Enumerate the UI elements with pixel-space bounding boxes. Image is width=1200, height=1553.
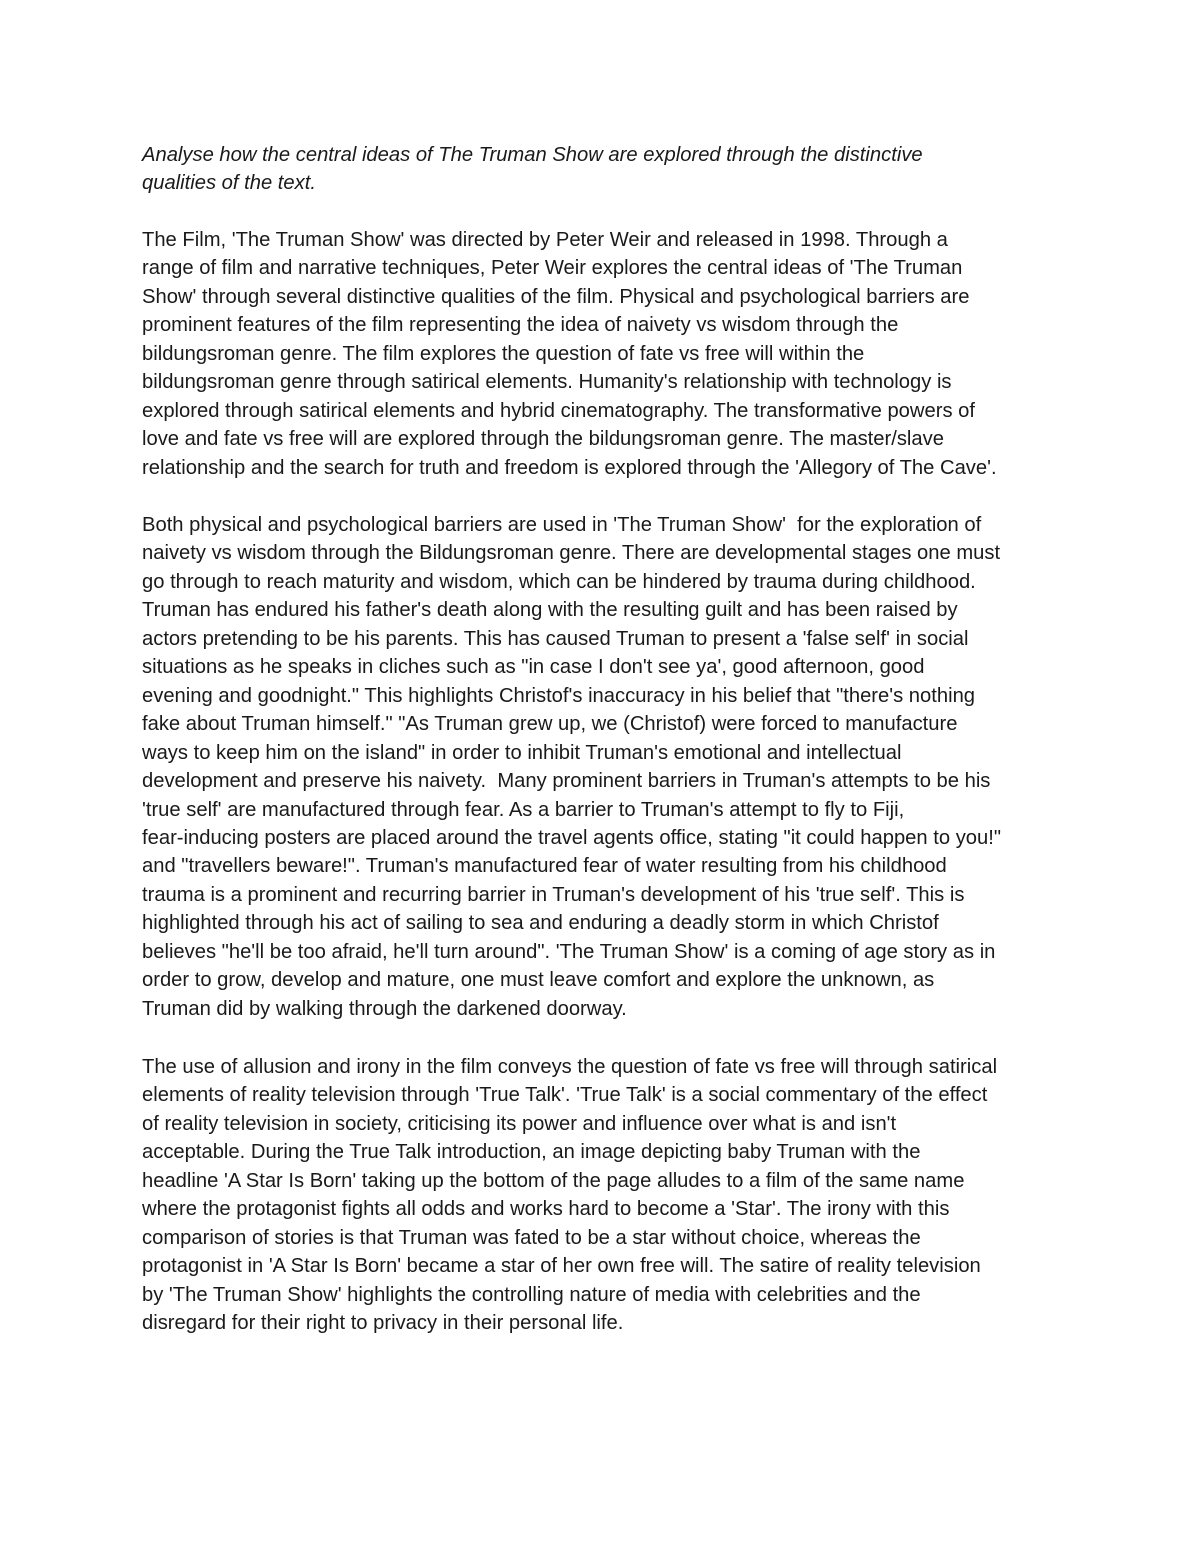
paragraph-line: Truman did by walking through the darkened doorway. bbox=[142, 997, 627, 1020]
paragraph-line: where the protagonist fights all odds and works hard to become a 'Star'. The irony with this bbox=[142, 1198, 950, 1221]
paragraph-line: bildungsroman genre through satirical elements. Humanity's relationship with technology is bbox=[142, 371, 952, 394]
paragraph-line: bildungsroman genre. The film explores the question of fate vs free will within the bbox=[142, 342, 865, 365]
prompt-line: Analyse how the central ideas of The Truman Show are explored through the distinctive bbox=[142, 144, 923, 166]
paragraph-line: disregard for their right to privacy in their personal life. bbox=[142, 1312, 624, 1335]
paragraph-line: The Film, 'The Truman Show' was directed by Peter Weir and released in 1998. Through a bbox=[142, 229, 948, 251]
paragraph-line: Both physical and psychological barriers are used in 'The Truman Show' for the exploration of bbox=[142, 514, 982, 536]
paragraph-line: relationship and the search for truth and freedom is explored through the 'Allegory of The Cave'. bbox=[142, 456, 997, 479]
paragraph-line: 'true self' are manufactured through fear. As a barrier to Truman's attempt to fly to Fiji, bbox=[142, 798, 905, 821]
paragraph-line: protagonist in 'A Star Is Born' became a star of her own free will. The satire of reality television bbox=[142, 1255, 981, 1278]
paragraph-line: actors pretending to be his parents. This has caused Truman to present a 'false self' in social bbox=[142, 627, 969, 650]
paragraph-line: prominent features of the film representing the idea of naivety vs wisdom through the bbox=[142, 314, 899, 337]
paragraph-line: fake about Truman himself." "As Truman grew up, we (Christof) were forced to manufacture bbox=[142, 713, 958, 736]
paragraph-line: range of film and narrative techniques, Peter Weir explores the central ideas of 'The Truman bbox=[142, 257, 963, 280]
paragraph-introduction bbox=[142, 226, 1062, 482]
paragraph-line: trauma is a prominent and recurring barrier in Truman's development of his 'true self'. This is bbox=[142, 883, 965, 906]
paragraph-line: Truman has endured his father's death along with the resulting guilt and has been raised by bbox=[142, 599, 958, 622]
paragraph-allusion-irony bbox=[142, 1053, 1062, 1338]
paragraph-line: The use of allusion and irony in the film conveys the question of fate vs free will through satirical bbox=[142, 1056, 998, 1078]
paragraph-line: situations as he speaks in cliches such as "in case I don't see ya', good afternoon, good bbox=[142, 656, 925, 679]
paragraph-line: evening and goodnight." This highlights Christof's inaccuracy in his belief that "there's nothing bbox=[142, 684, 976, 707]
essay-prompt bbox=[142, 141, 1062, 198]
paragraph-line: naivety vs wisdom through the Bildungsroman genre. There are developmental stages one must bbox=[142, 542, 1001, 565]
paragraph-line: development and preserve his naivety. Many prominent barriers in Truman's attempts to be his bbox=[142, 770, 991, 793]
paragraph-line: love and fate vs free will are explored through the bildungsroman genre. The master/slave bbox=[142, 428, 944, 451]
paragraph-line: by 'The Truman Show' highlights the controlling nature of media with celebrities and the bbox=[142, 1283, 921, 1306]
paragraph-line: go through to reach maturity and wisdom, which can be hindered by trauma during childhood. bbox=[142, 570, 976, 593]
paragraph-line: believes "he'll be too afraid, he'll turn around". 'The Truman Show' is a coming of age story as in bbox=[142, 940, 996, 963]
paragraph-line: order to grow, develop and mature, one must leave comfort and explore the unknown, as bbox=[142, 969, 935, 992]
paragraph-line: comparison of stories is that Truman was fated to be a star without choice, whereas the bbox=[142, 1226, 921, 1249]
paragraph-line: of reality television in society, criticising its power and influence over what is and isn't bbox=[142, 1112, 897, 1135]
paragraph-line: headline 'A Star Is Born' taking up the bottom of the page alludes to a film of the same name bbox=[142, 1169, 965, 1192]
paragraph-line: ways to keep him on the island" in order to inhibit Truman's emotional and intellectual bbox=[142, 741, 902, 764]
paragraph-line: explored through satirical elements and hybrid cinematography. The transformative powers of bbox=[142, 399, 975, 422]
paragraph-line: fear-inducing posters are placed around the travel agents office, stating "it could happen to you!" bbox=[142, 826, 1002, 849]
paragraph-line: and "travellers beware!". Truman's manufactured fear of water resulting from his childhood bbox=[142, 855, 947, 878]
paragraph-line: Show' through several distinctive qualities of the film. Physical and psychological barriers are bbox=[142, 285, 970, 308]
paragraph-barriers bbox=[142, 511, 1062, 1023]
paragraph-line: elements of reality television through 'True Talk'. 'True Talk' is a social commentary of the effect bbox=[142, 1084, 988, 1107]
prompt-line: qualities of the text. bbox=[142, 172, 316, 195]
paragraph-line: highlighted through his act of sailing to sea and enduring a deadly storm in which Christof bbox=[142, 912, 939, 935]
paragraph-line: acceptable. During the True Talk introduction, an image depicting baby Truman with the bbox=[142, 1141, 921, 1164]
